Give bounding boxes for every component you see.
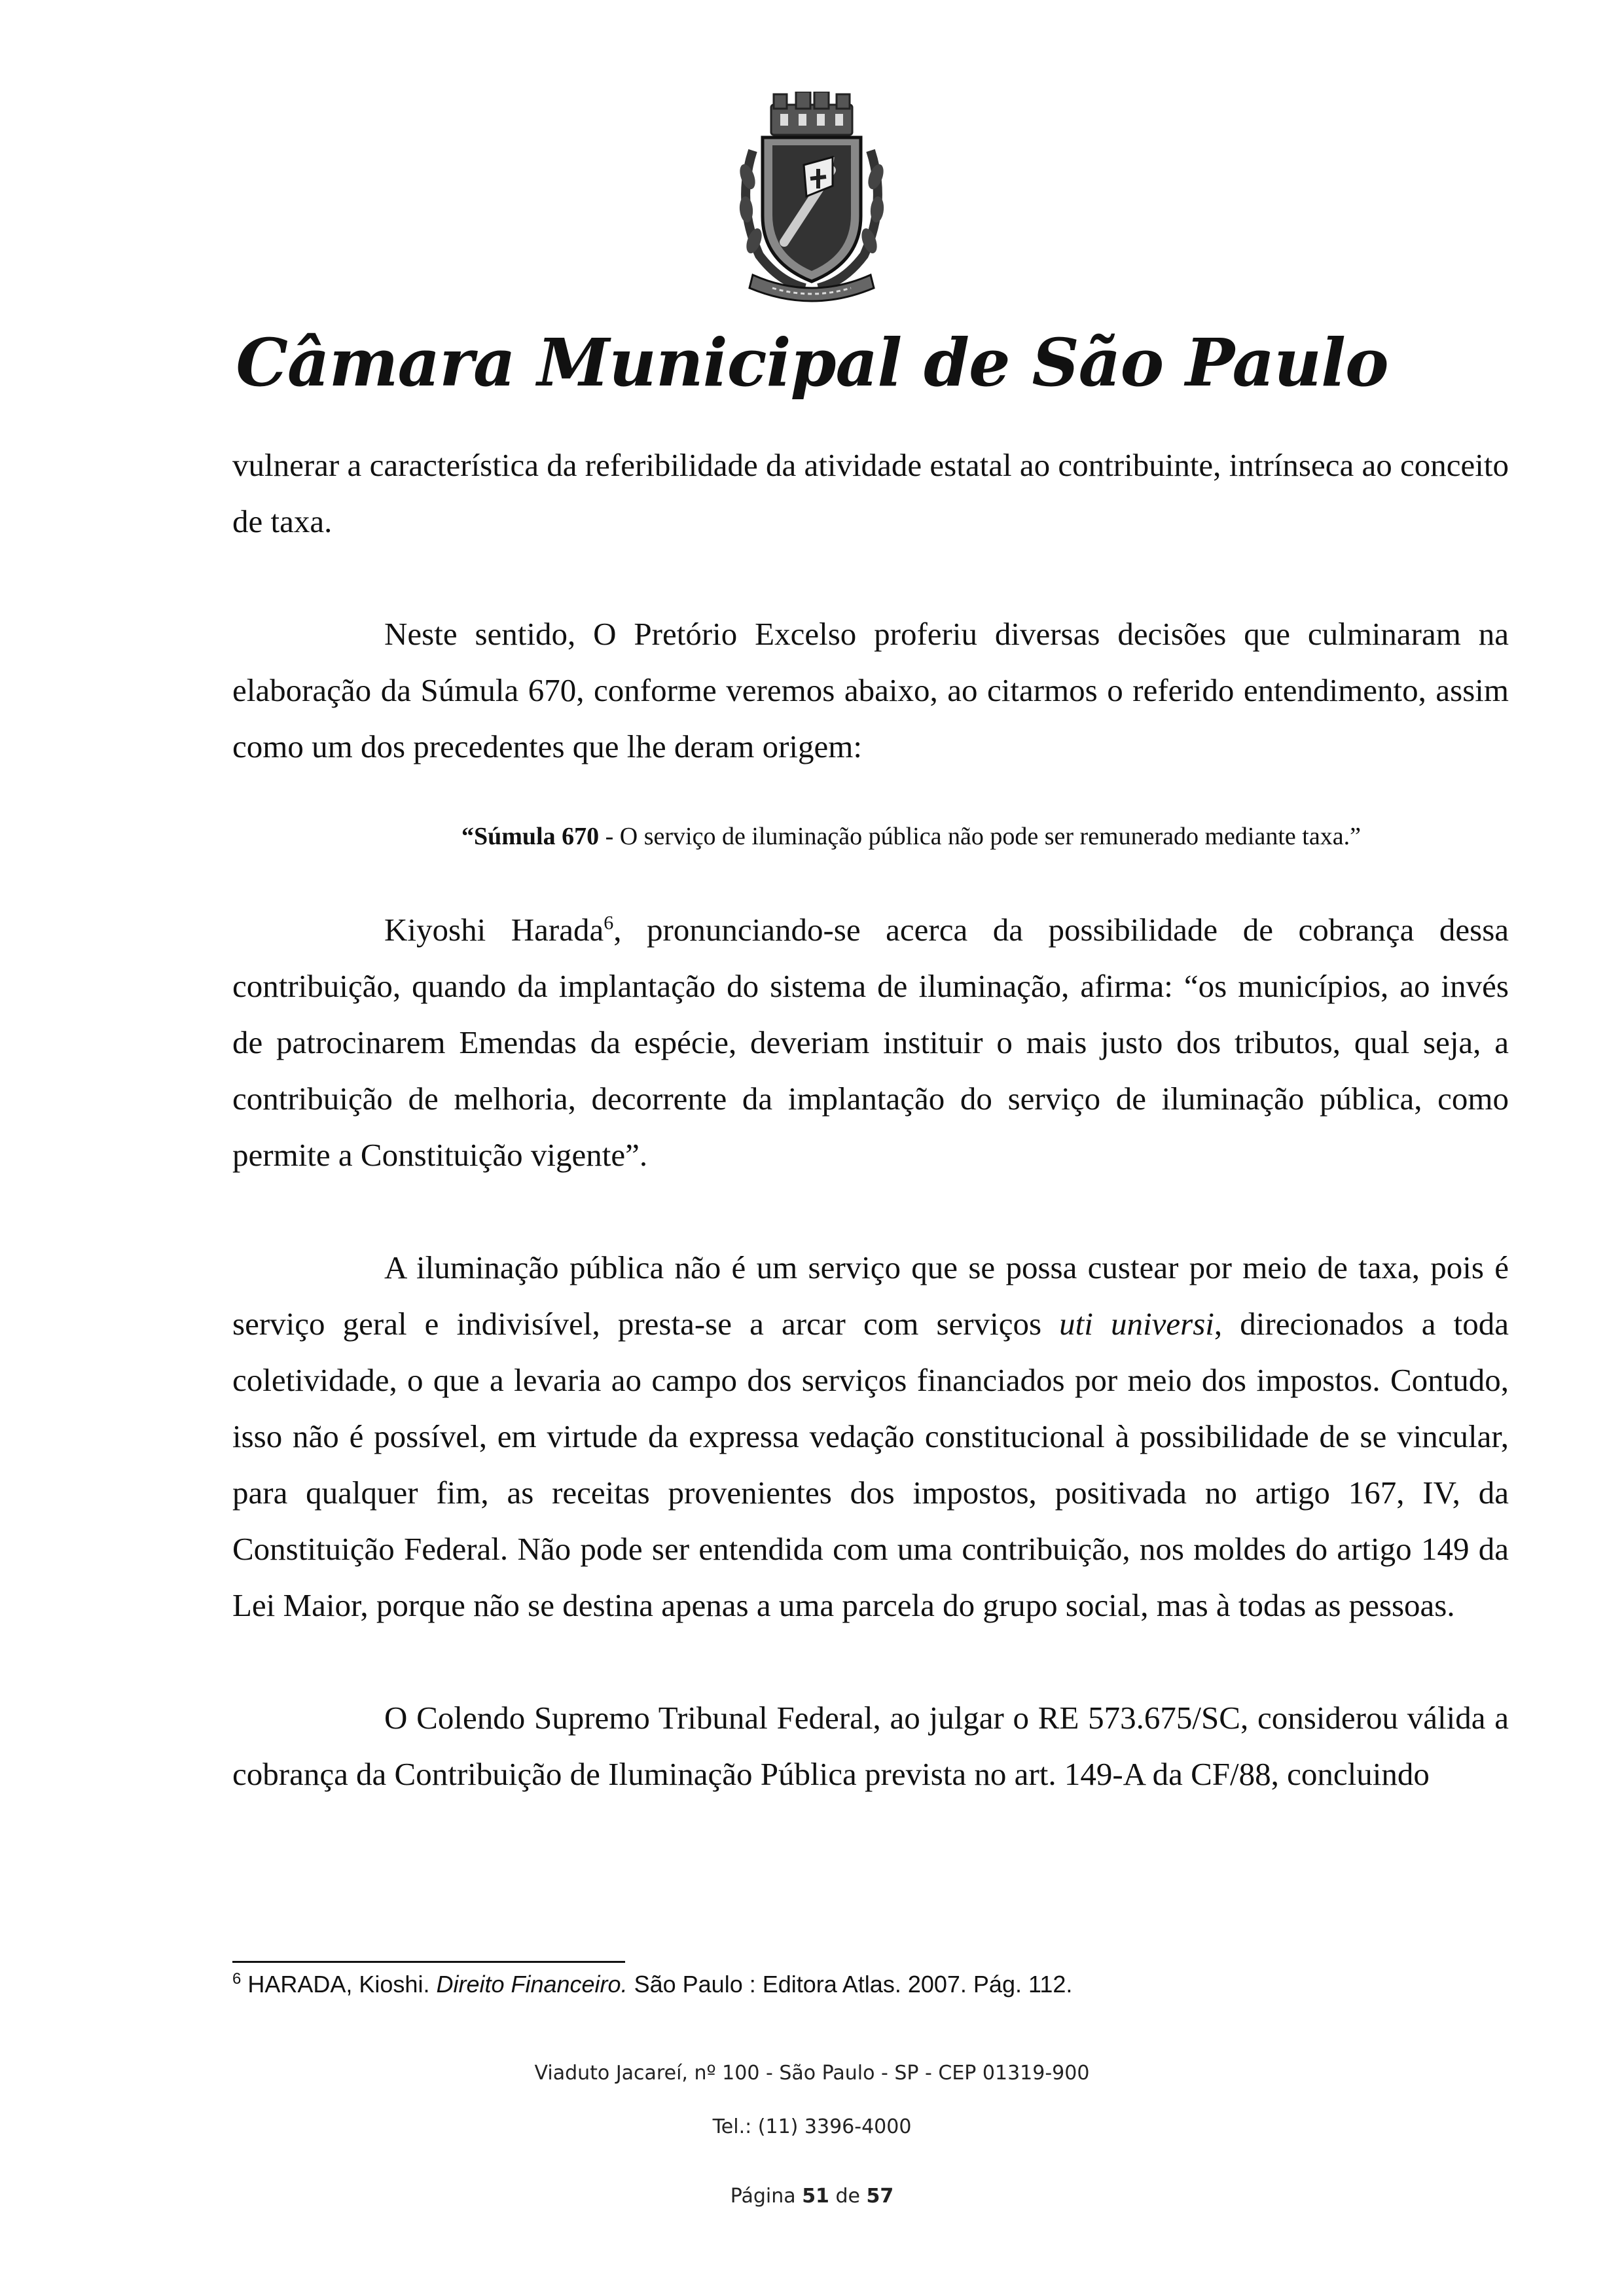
page-number: [0, 2185, 1624, 2208]
paragraph-4: [232, 1240, 1509, 1634]
paragraph-4-start: A iluminação pública não é um serviço que se possa custear por meio de taxa, pois é serviço geral e indivisível, presta-se a arcar com serviços: [232, 1249, 1509, 1342]
paragraph-4-rest: , direcionados a toda coletividade, o que a levaria ao campo dos serviços financiados por meio dos impostos. Contudo, isso não é possível, em virtude da expressa vedação constitucional à possibilidade de se vincular, para qualquer fim, as receitas provenientes dos impostos, positivada no artigo 167, IV, da Constituição Federal. Não pode ser entendida com uma contribuição, nos moldes do artigo 149 da Lei Maior, porque não se destina apenas a uma parcela do grupo social, mas à todas as pessoas.: [232, 1306, 1509, 1623]
paragraph-2: Neste sentido, O Pretório Excelso proferiu diversas decisões que culminaram na elaboração da Súmula 670, conforme veremos abaixo, ao citarmos o referido entendimento, assim como um dos precedentes que lhe deram origem:: [232, 616, 1509, 764]
footnote-text-rest: São Paulo : Editora Atlas. 2007. Pág. 112.: [627, 1971, 1073, 1998]
footnote-text-start: HARADA, Kioshi.: [241, 1971, 437, 1998]
footnote-number: 6: [232, 1970, 242, 1988]
paragraph-4-latin-term: uti universi: [1059, 1306, 1214, 1342]
page-number-prefix: Página: [730, 2185, 803, 2208]
paragraph-5: O Colendo Supremo Tribunal Federal, ao julgar o RE 573.675/SC, considerou válida a cobrança da Contribuição de Iluminação Pública prevista no art. 149-A da CF/88, concluindo: [232, 1700, 1509, 1792]
footer-phone: Tel.: (11) 3396-4000: [712, 2115, 912, 2138]
paragraph-3-author: Kiyoshi Harada: [384, 912, 604, 948]
page-number-middle: de: [829, 2185, 867, 2208]
sumula-quote: [461, 817, 1509, 856]
sumula-quote-text: - O serviço de iluminação pública não pode ser remunerado mediante taxa.”: [599, 823, 1361, 850]
footer-address: Viaduto Jacareí, nº 100 - São Paulo - SP - CEP 01319-900: [534, 2062, 1090, 2085]
footnote-reference[interactable]: 6: [604, 912, 614, 934]
paragraph-3-text: , pronunciando-se acerca da possibilidade de cobrança dessa contribuição, quando da implantação do sistema de iluminação, afirma: “os municípios, ao invés de patrocinarem Emendas da espécie, deveriam instituir o mais justo dos tributos, qual seja, a contribuição de melhoria, decorrente da implantação do serviço de iluminação pública, como permite a Constituição vigente”.: [232, 912, 1509, 1173]
sumula-quote-title: “Súmula 670: [461, 823, 600, 850]
footnote-divider: [232, 1961, 625, 1963]
sao-paulo-coat-of-arms-icon: [733, 92, 890, 308]
page-number-current: 51: [802, 2185, 829, 2208]
page-number-total: 57: [866, 2185, 894, 2208]
paragraph-3: [232, 902, 1509, 1183]
footnote-book-title: Direito Financeiro.: [436, 1971, 628, 1998]
page-header-title: Câmara Municipal de São Paulo: [236, 324, 1388, 401]
document-body: [232, 437, 1509, 1803]
paragraph-1: vulnerar a característica da referibilidade da atividade estatal ao contribuinte, intrínseca ao conceito de taxa.: [232, 447, 1509, 539]
footnote: [232, 1967, 1509, 2002]
